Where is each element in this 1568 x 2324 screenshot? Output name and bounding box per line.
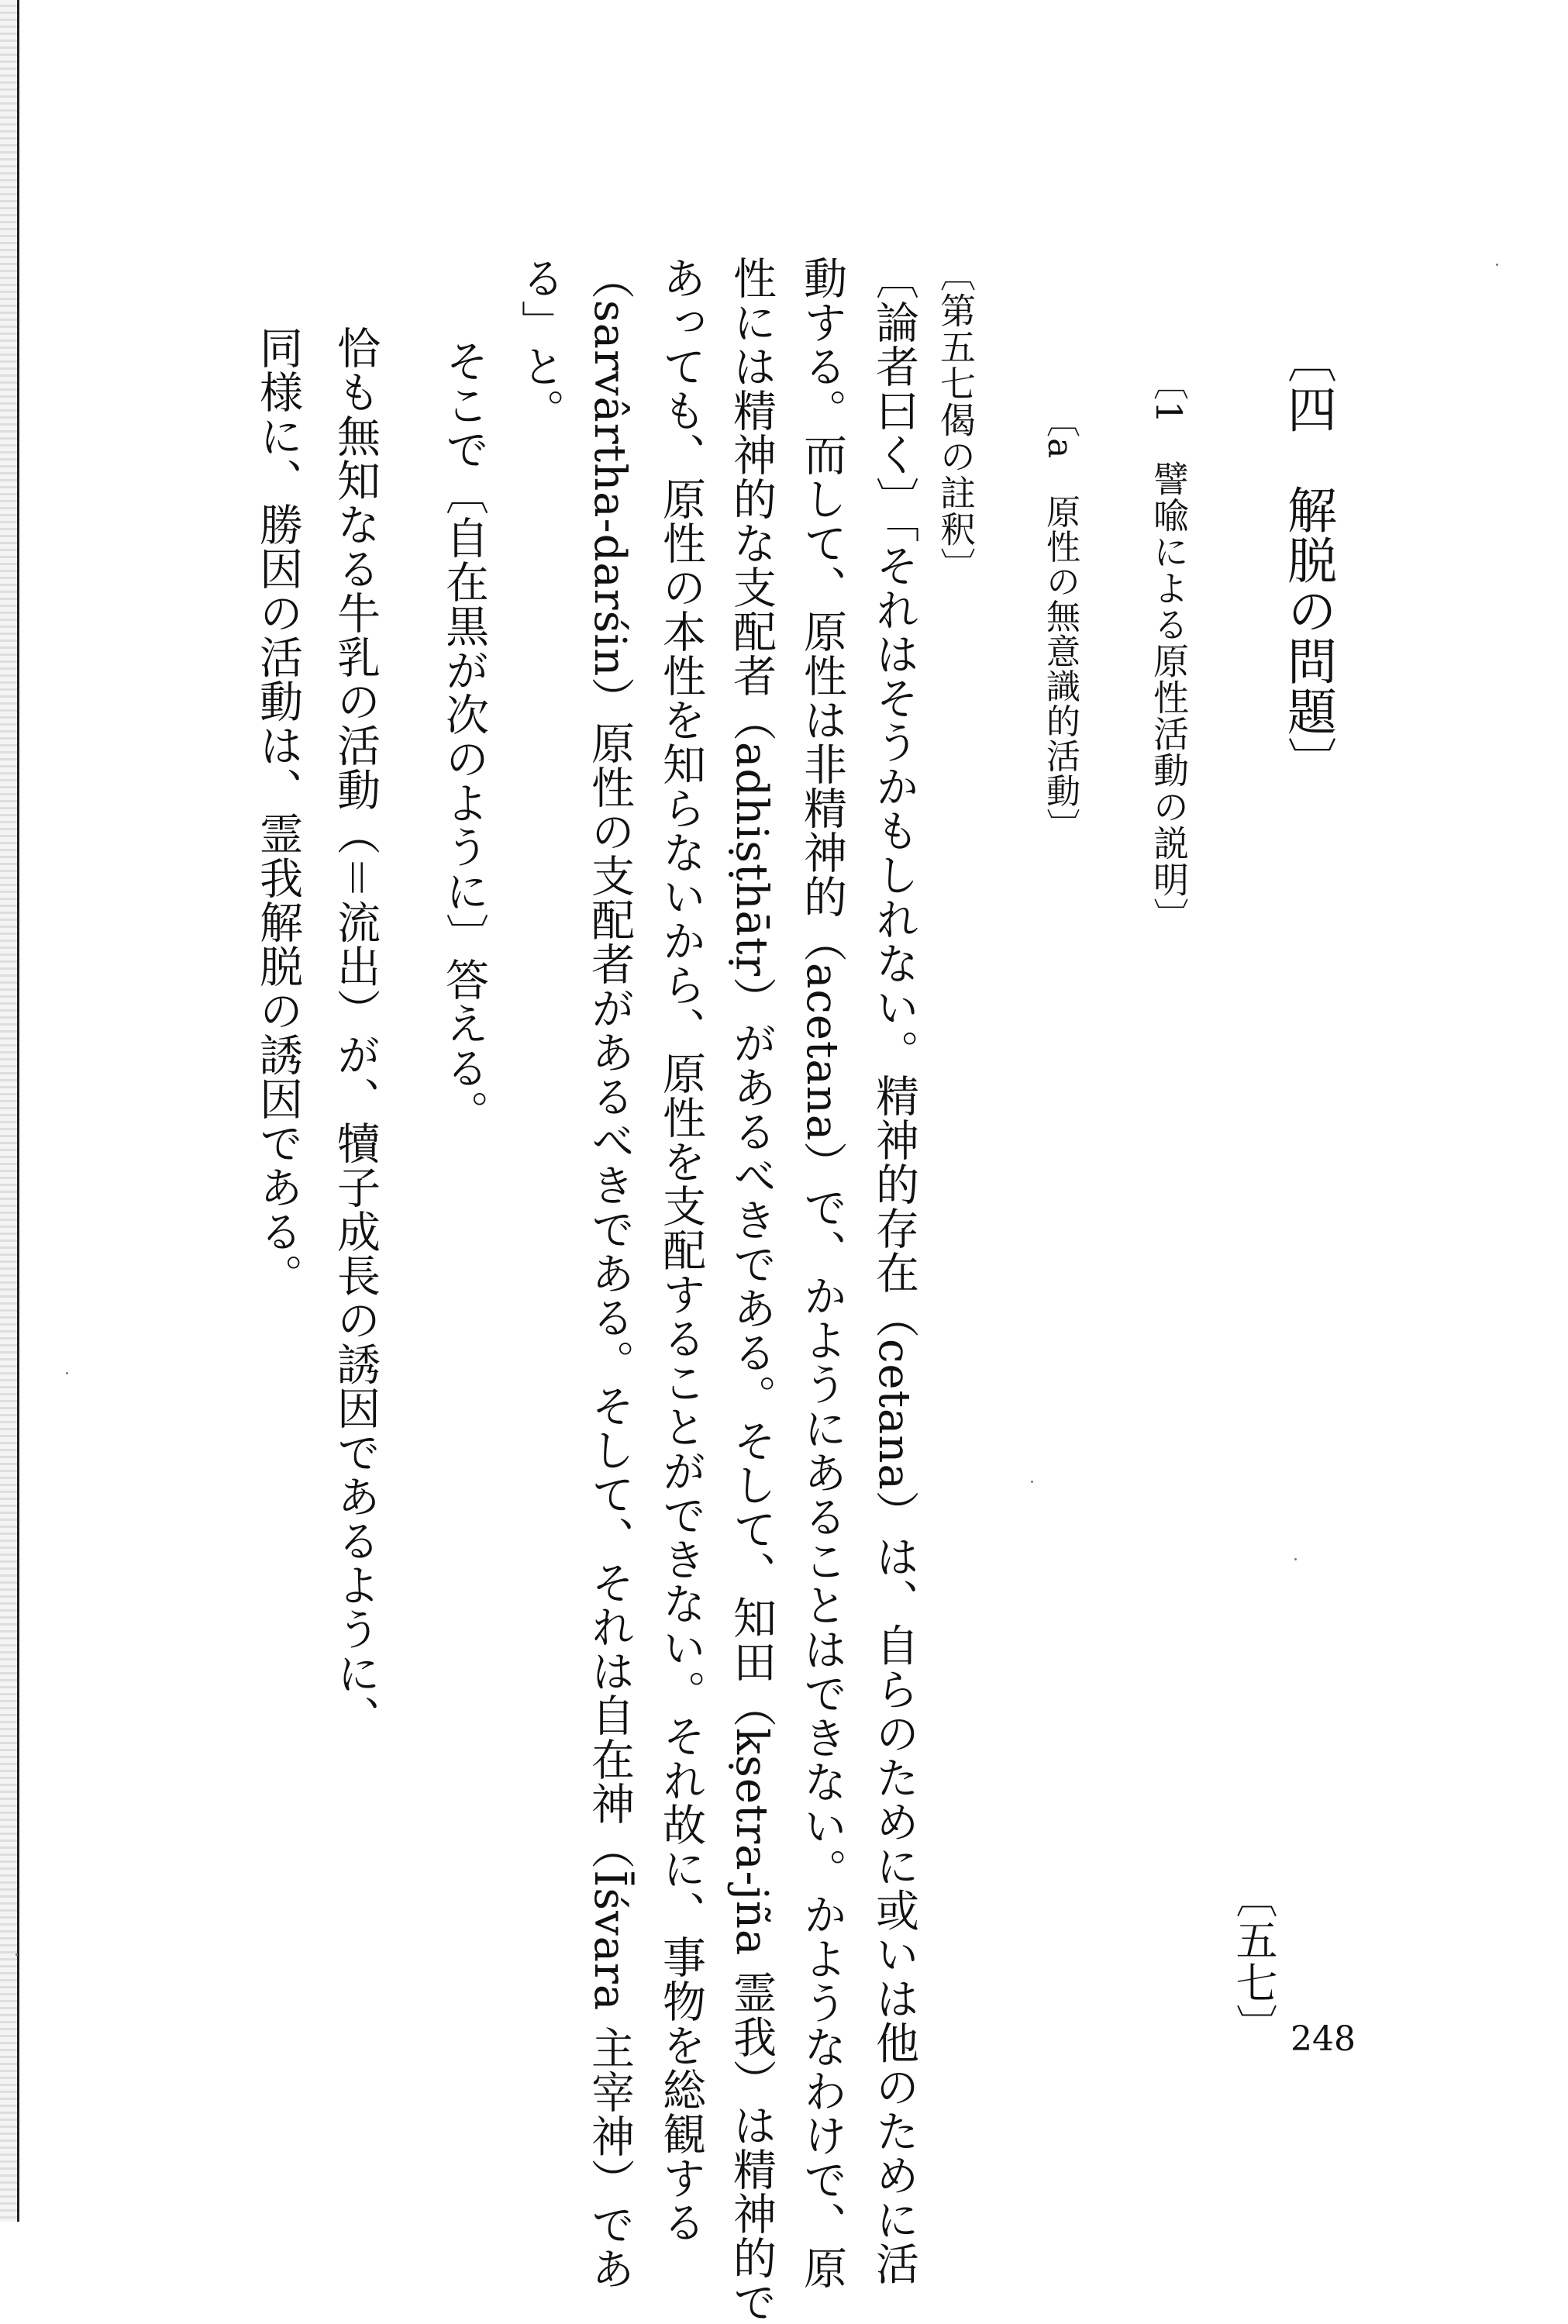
verse-line: 同様に、勝因の活動は、霊我解脱の誘因である。 bbox=[253, 326, 303, 1298]
body-text-line: 性には精神的な支配者（adhiṣṭhātṛ）があるべきである。そして、知田（kṣetra-jña 霊我）は精神的で bbox=[726, 256, 777, 2324]
section-heading: 〔1 譬喩による原性活動の説明〕 bbox=[1148, 364, 1190, 935]
binding-edge bbox=[0, 0, 19, 2222]
scan-speck bbox=[66, 1372, 68, 1374]
body-text-line: 〔論者曰く〕「それはそうかもしれない。精神的存在（cetana）は、自らのために或いは他のために活 bbox=[869, 256, 919, 2286]
scan-speck bbox=[1294, 1558, 1297, 1560]
scan-speck bbox=[1496, 264, 1498, 266]
scan-speck bbox=[16, 1953, 18, 1956]
verse-number-marker: 〔五七〕 bbox=[1229, 1876, 1278, 2046]
page-number: 248 bbox=[1291, 2019, 1356, 2059]
reply-intro-line: そこで〔自在黒が次のように〕答える。 bbox=[439, 295, 489, 1134]
verse-line: 恰も無知なる牛乳の活動（＝流出）が、犢子成長の誘因であるように、 bbox=[330, 326, 381, 1740]
subsection-heading: 〔a 原性の無意識的活動〕 bbox=[1040, 403, 1080, 843]
scan-speck bbox=[1031, 1481, 1033, 1483]
body-text-line: （sarvârtha-darśin）原性の支配者があるべきである。そして、それは自在神（Īśvara 主宰神）であ bbox=[584, 256, 635, 2291]
body-text-line: 動する。而して、原性は非精神的（acetana）で、かようにあることはできない。かようなわけで、原 bbox=[797, 256, 847, 2291]
chapter-heading: 〔四 解脱の問題〕 bbox=[1279, 333, 1336, 787]
body-text-line: あっても、原性の本性を知らないから、原性を支配することができない。それ故に、事物を総観する bbox=[656, 256, 706, 2244]
body-text-line: る」と。 bbox=[515, 256, 565, 433]
verse-commentary-label: 〔第五七偈の註釈〕 bbox=[935, 256, 977, 584]
